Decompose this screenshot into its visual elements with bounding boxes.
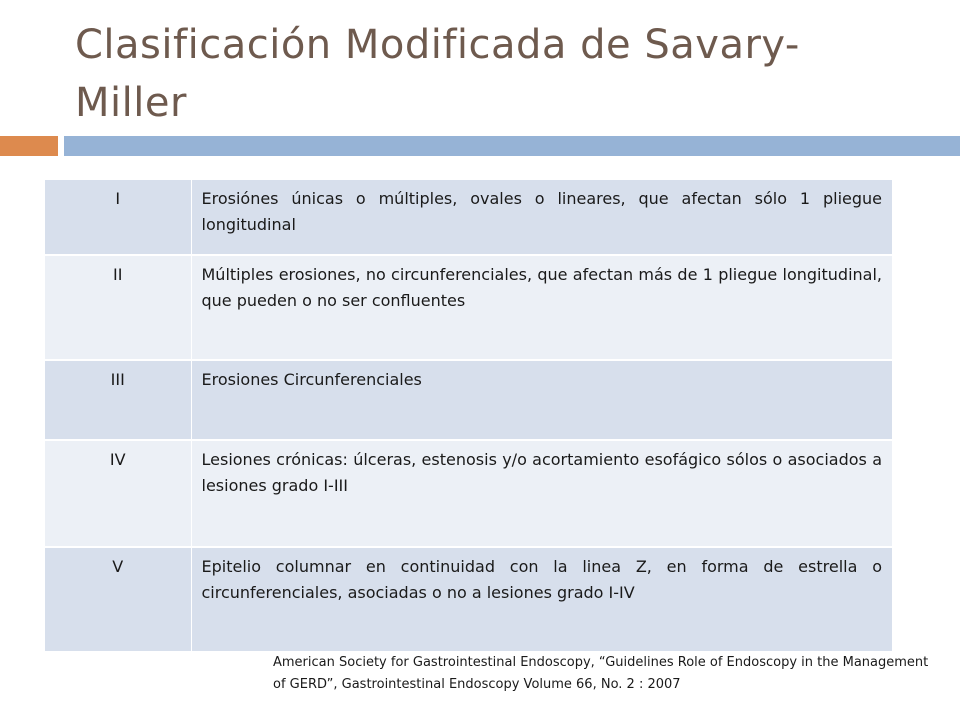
table-row [45,180,892,255]
grade-cell: III [45,360,191,440]
description-cell: Lesiones crónicas: úlceras, estenosis y/o acortamiento esofágico sólos o asociados a lesiones grado I-III [191,440,892,547]
grade-cell: I [45,180,191,255]
description-cell: Epitelio columnar en continuidad con la linea Z, en forma de estrella o circunferenciales, asociadas o no a lesiones grado I-IV [191,547,892,652]
slide-title: Clasificación Modificada de Savary-Miller [75,22,800,126]
table-row [45,255,892,360]
description-cell: Erosiónes únicas o múltiples, ovales o lineares, que afectan sólo 1 pliegue longitudinal [191,180,892,255]
grade-cell: II [45,255,191,360]
table-row [45,547,892,652]
table-row [45,440,892,547]
description-cell: Erosiones Circunferenciales [191,360,892,440]
title-accent-bar-blue [64,136,960,156]
grade-cell: IV [45,440,191,547]
grade-cell: V [45,547,191,652]
table-row [45,360,892,440]
citation-reference: American Society for Gastrointestinal Endoscopy, “Guidelines Role of Endoscopy in the Management of GERD”, Gastrointestinal Endoscopy Volume 66, No. 2 : 2007 [273,655,929,692]
classification-table [45,180,892,653]
description-cell: Múltiples erosiones, no circunferenciales, que afectan más de 1 pliegue longitudinal, que pueden o no ser confluentes [191,255,892,360]
title-accent-bar-orange [0,136,58,156]
